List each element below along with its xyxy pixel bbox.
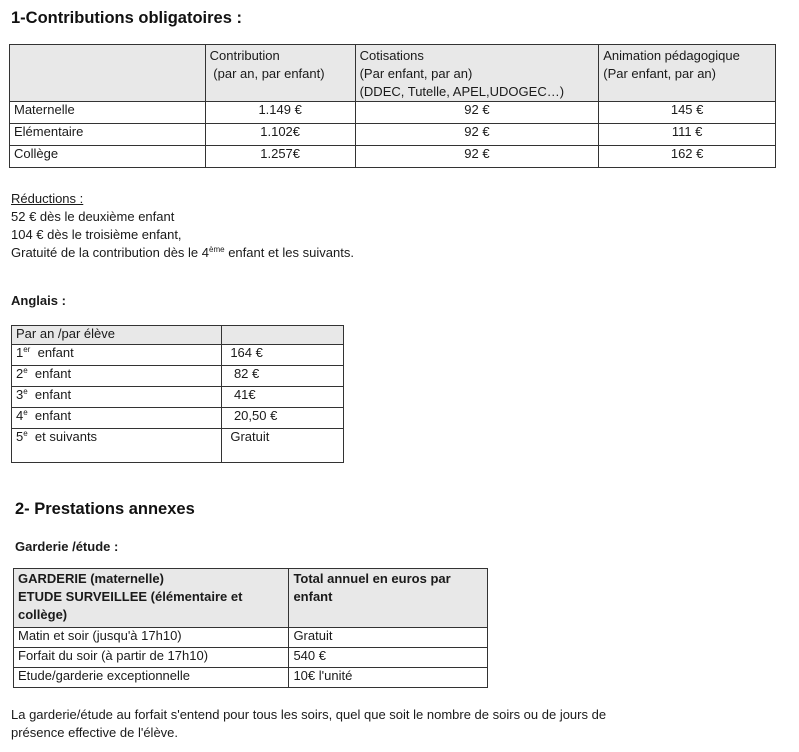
anglais-row-label: [12, 408, 222, 429]
reduction-line-3-start: Gratuité de la contribution dès le 4: [11, 245, 210, 260]
garderie-header-left: [14, 569, 289, 628]
anglais-row-num: 1: [16, 345, 24, 360]
garderie-header-left-line3: collège): [18, 607, 68, 622]
header-animation-line2: (Par enfant, par an): [603, 66, 716, 81]
row-label: Maternelle: [10, 102, 206, 124]
garderie-row-value: 10€ l'unité: [289, 668, 488, 688]
anglais-header: Par an /par élève: [12, 326, 222, 345]
table-row: [14, 628, 488, 648]
table-row: [14, 668, 488, 688]
section1-title: 1-Contributions obligatoires :: [11, 9, 242, 27]
garderie-header-row: [14, 569, 488, 628]
anglais-row-rest: enfant: [27, 408, 72, 423]
row-cotisation: 92 €: [355, 102, 599, 124]
contributions-table: [9, 44, 776, 168]
table-row: [10, 146, 776, 168]
anglais-row-label: [12, 345, 222, 366]
anglais-row-price: 82 €: [222, 366, 344, 387]
anglais-row-label: [12, 429, 222, 463]
reductions-block: [11, 190, 354, 262]
garderie-header-right: [289, 569, 488, 628]
header-cotisations-line2: (Par enfant, par an): [359, 66, 473, 81]
garderie-row-value: Gratuit: [289, 628, 488, 648]
garderie-note: [11, 706, 606, 742]
contributions-header-row: [10, 45, 776, 102]
reductions-title: Réductions :: [11, 191, 84, 206]
header-cotisations-line1: Cotisations: [359, 48, 424, 63]
garderie-row-label: Forfait du soir (à partir de 17h10): [14, 648, 289, 668]
row-animation: 145 €: [599, 102, 776, 124]
row-animation: 111 €: [599, 124, 776, 146]
anglais-row-sup: e: [23, 366, 28, 375]
anglais-row-label: [12, 366, 222, 387]
anglais-row-price: Gratuit: [222, 429, 344, 463]
anglais-row-rest: et suivants: [27, 429, 98, 444]
anglais-row-rest: enfant: [30, 345, 74, 360]
anglais-row-sup: e: [23, 429, 28, 438]
table-row: [12, 408, 344, 429]
anglais-row-sup: e: [23, 387, 28, 396]
anglais-header-row: [12, 326, 344, 345]
anglais-row-price: 20,50 €: [222, 408, 344, 429]
row-contribution: 1.102€: [205, 124, 355, 146]
anglais-title: Anglais :: [11, 293, 66, 308]
section2-title: 2- Prestations annexes: [15, 500, 195, 518]
reduction-line-3: [11, 244, 354, 262]
anglais-row-num: 2: [16, 366, 24, 381]
reduction-line-3-end: enfant et les suivants.: [224, 245, 354, 260]
garderie-header-right-line2: enfant: [293, 589, 333, 604]
anglais-row-sup: e: [23, 408, 28, 417]
row-contribution: 1.149 €: [205, 102, 355, 124]
anglais-table: [11, 325, 344, 463]
header-animation-line1: Animation pédagogique: [603, 48, 740, 63]
row-contribution: 1.257€: [205, 146, 355, 168]
garderie-row-value: 540 €: [289, 648, 488, 668]
garderie-table: [13, 568, 488, 688]
anglais-header-empty: [222, 326, 344, 345]
header-contribution: [205, 45, 355, 102]
garderie-row-label: Etude/garderie exceptionnelle: [14, 668, 289, 688]
table-row: [12, 387, 344, 408]
anglais-row-label: [12, 387, 222, 408]
anglais-row-rest: enfant: [27, 366, 72, 381]
anglais-row-num: 3: [16, 387, 24, 402]
garderie-note-line2: présence effective de l'élève.: [11, 725, 179, 740]
row-animation: 162 €: [599, 146, 776, 168]
row-label: Elémentaire: [10, 124, 206, 146]
row-label: Collège: [10, 146, 206, 168]
anglais-row-num: 4: [16, 408, 24, 423]
table-row: [12, 345, 344, 366]
garderie-header-left-line1: GARDERIE (maternelle): [18, 571, 164, 586]
reduction-line-3-sup: ème: [209, 245, 225, 254]
row-cotisation: 92 €: [355, 124, 599, 146]
header-contribution-line2: (par an, par enfant): [209, 66, 325, 81]
garderie-subtitle: Garderie /étude :: [15, 539, 119, 554]
anglais-row-price: 164 €: [222, 345, 344, 366]
garderie-header-right-line1: Total annuel en euros par: [293, 571, 451, 586]
reduction-line-2: 104 € dès le troisième enfant,: [11, 227, 182, 242]
anglais-row-price: 41€: [222, 387, 344, 408]
header-cotisations: [355, 45, 599, 102]
anglais-row-rest: enfant: [27, 387, 72, 402]
table-row: [12, 429, 344, 463]
reduction-line-1: 52 € dès le deuxième enfant: [11, 209, 175, 224]
table-row: [12, 366, 344, 387]
table-row: [10, 124, 776, 146]
table-row: [14, 648, 488, 668]
header-cotisations-line3: (DDEC, Tutelle, APEL,UDOGEC…): [359, 84, 565, 99]
header-contribution-line1: Contribution: [209, 48, 280, 63]
garderie-note-line1: La garderie/étude au forfait s'entend pour tous les soirs, quel que soit le nombre de soirs ou de jours de: [11, 707, 607, 722]
garderie-header-left-line2: ETUDE SURVEILLEE (élémentaire et: [18, 589, 243, 604]
header-animation: [599, 45, 776, 102]
row-cotisation: 92 €: [355, 146, 599, 168]
garderie-row-label: Matin et soir (jusqu'à 17h10): [14, 628, 289, 648]
anglais-row-num: 5: [16, 429, 24, 444]
header-empty-cell: [10, 45, 206, 102]
table-row: [10, 102, 776, 124]
anglais-row-sup: er: [23, 345, 31, 354]
